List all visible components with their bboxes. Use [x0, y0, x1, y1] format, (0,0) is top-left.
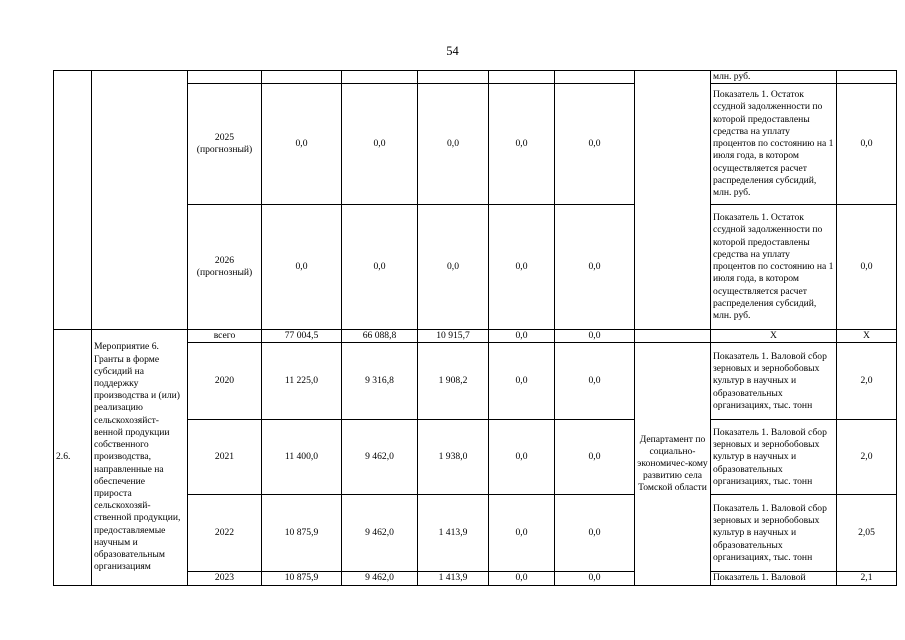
- indicator-value-cell: 0,0: [837, 205, 897, 330]
- value-cell: 0,0: [262, 84, 342, 205]
- year-cell: 2022: [188, 495, 262, 572]
- indicator-cell: Показатель 1. Валовой сбор зерновых и зернобобовых культур в научных и образовательных организациях, тыс. тонн: [711, 420, 837, 495]
- year-cell: 2023: [188, 572, 262, 585]
- total-indicator-value: Х: [837, 330, 897, 343]
- measure-name: Мероприятие 6. Гранты в форме субсидий на поддержку производства и (или) реализацию сельскохозяйст-венной продукции собственного производства, направленные на обеспечение прироста сельскохозяй-ственной продукции, предоставляемые научным и образовательным организациям: [92, 330, 188, 585]
- department-cell: [635, 343, 711, 585]
- year-note: (прогнозный): [196, 144, 253, 156]
- cell-empty: [342, 71, 418, 84]
- value-cell: 0,0: [418, 205, 489, 330]
- total-value: 77 004,5: [262, 330, 342, 343]
- cell-empty: [262, 71, 342, 84]
- total-label: всего: [188, 330, 262, 343]
- indicator-cell: Показатель 1. Остаток ссудной задолженности по которой предоставлены средства на уплату процентов по состоянию на 1 июля года, в котором осуществляется расчет распределения субсидий, млн. руб.: [711, 205, 837, 330]
- indicator-value-cell: 2,05: [837, 495, 897, 572]
- value-cell: 1 413,9: [418, 495, 489, 572]
- indicator-value-cell: 2,0: [837, 343, 897, 420]
- value-cell: 1 413,9: [418, 572, 489, 585]
- total-value: 10 915,7: [418, 330, 489, 343]
- value-cell: 0,0: [342, 84, 418, 205]
- value-cell: 0,0: [489, 343, 555, 420]
- page-number: 54: [446, 44, 459, 58]
- value-cell: 11 400,0: [262, 420, 342, 495]
- value-cell: 0,0: [555, 572, 635, 585]
- year-cell: [188, 84, 262, 205]
- cell-measure-empty: [92, 71, 188, 330]
- value-cell: 0,0: [489, 420, 555, 495]
- total-value: 0,0: [489, 330, 555, 343]
- value-cell: 9 462,0: [342, 420, 418, 495]
- value-cell: 0,0: [418, 84, 489, 205]
- measure-number: 2.6.: [54, 330, 92, 585]
- year-cell: 2020: [188, 343, 262, 420]
- value-cell: 0,0: [489, 572, 555, 585]
- indicator-cell: Показатель 1. Валовой: [711, 572, 837, 585]
- indicator-value-cell: 2,1: [837, 572, 897, 585]
- cell-empty: [188, 71, 262, 84]
- cell-department-empty: [635, 71, 711, 330]
- value-cell: 10 875,9: [262, 572, 342, 585]
- value-cell: 10 875,9: [262, 495, 342, 572]
- cell-empty: [555, 71, 635, 84]
- total-value: 66 088,8: [342, 330, 418, 343]
- indicator-value-cell: 2,0: [837, 420, 897, 495]
- table-row-continuation: [54, 71, 897, 84]
- program-table: [53, 70, 897, 586]
- value-cell: 0,0: [555, 420, 635, 495]
- value-cell: 0,0: [555, 84, 635, 205]
- year-note: (прогнозный): [196, 267, 253, 279]
- total-indicator: Х: [711, 330, 837, 343]
- value-cell: 0,0: [555, 495, 635, 572]
- cell-empty: [635, 330, 711, 343]
- indicator-tail: млн. руб.: [711, 71, 837, 84]
- value-cell: 0,0: [555, 205, 635, 330]
- value-cell: 9 316,8: [342, 343, 418, 420]
- value-cell: 0,0: [489, 205, 555, 330]
- year-label: 2026: [214, 255, 235, 266]
- indicator-cell: Показатель 1. Остаток ссудной задолженности по которой предоставлены средства на уплату процентов по состоянию на 1 июля года, в котором осуществляется расчет распределения субсидий, млн. руб.: [711, 84, 837, 205]
- table-row-total: [54, 330, 897, 343]
- department-name: Департамент по социально-экономичес-кому развитию села Томской области: [637, 433, 708, 494]
- value-cell: 1 908,2: [418, 343, 489, 420]
- value-cell: 1 938,0: [418, 420, 489, 495]
- indicator-cell: Показатель 1. Валовой сбор зерновых и зернобобовых культур в научных и образовательных организациях, тыс. тонн: [711, 343, 837, 420]
- cell-empty: [837, 71, 897, 84]
- year-label: 2025: [214, 132, 235, 143]
- indicator-value-cell: 0,0: [837, 84, 897, 205]
- value-cell: 11 225,0: [262, 343, 342, 420]
- indicator-cell: Показатель 1. Валовой сбор зерновых и зернобобовых культур в научных и образовательных организациях, тыс. тонн: [711, 495, 837, 572]
- year-cell: [188, 205, 262, 330]
- cell-number-empty: [54, 71, 92, 330]
- value-cell: 0,0: [555, 343, 635, 420]
- year-cell: 2021: [188, 420, 262, 495]
- value-cell: 0,0: [262, 205, 342, 330]
- value-cell: 0,0: [489, 84, 555, 205]
- value-cell: 9 462,0: [342, 572, 418, 585]
- value-cell: 0,0: [489, 495, 555, 572]
- cell-empty: [418, 71, 489, 84]
- value-cell: 9 462,0: [342, 495, 418, 572]
- cell-empty: [489, 71, 555, 84]
- total-value: 0,0: [555, 330, 635, 343]
- value-cell: 0,0: [342, 205, 418, 330]
